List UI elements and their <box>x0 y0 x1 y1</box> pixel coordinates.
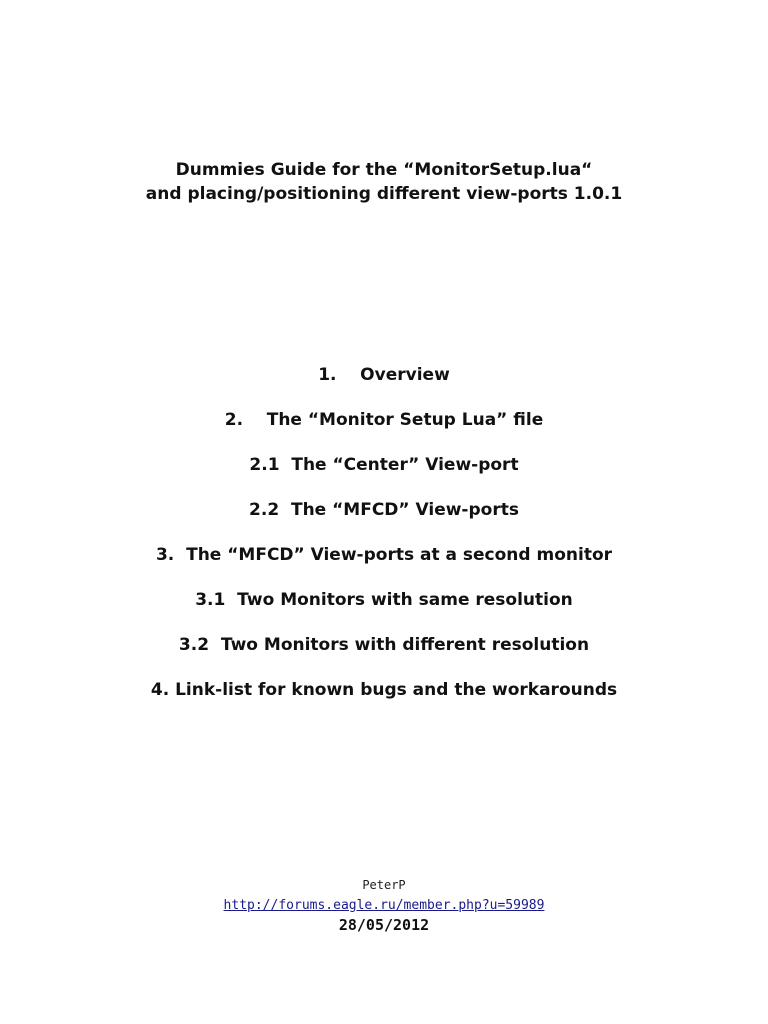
toc-item-center-view-port: 2.1 The “Center” View-port <box>249 455 519 475</box>
title-line-2: and placing/positioning different view-ports 1.0.1 <box>145 184 623 204</box>
author-profile-link[interactable]: http://forums.eagle.ru/member.php?u=59989 <box>223 898 545 913</box>
author-name: PeterP <box>362 878 406 892</box>
table-of-contents <box>0 362 768 722</box>
title-line-1: Dummies Guide for the “MonitorSetup.lua“ <box>175 160 593 180</box>
document-date: 28/05/2012 <box>338 916 430 934</box>
toc-item-overview: 1. Overview <box>318 365 450 385</box>
toc-item-mfcd-view-ports: 2.2 The “MFCD” View-ports <box>249 500 519 520</box>
toc-item-same-resolution: 3.1 Two Monitors with same resolution <box>195 590 573 610</box>
toc-item-different-resolution: 3.2 Two Monitors with different resolution <box>178 635 590 655</box>
toc-item-monitor-setup-lua-file: 2. The “Monitor Setup Lua” file <box>224 410 544 430</box>
toc-item-link-list: 4. Link-list for known bugs and the workarounds <box>150 680 618 700</box>
toc-item-mfcd-second-monitor: 3. The “MFCD” View-ports at a second monitor <box>155 545 613 565</box>
document-footer <box>0 876 768 935</box>
document-title <box>0 158 768 206</box>
